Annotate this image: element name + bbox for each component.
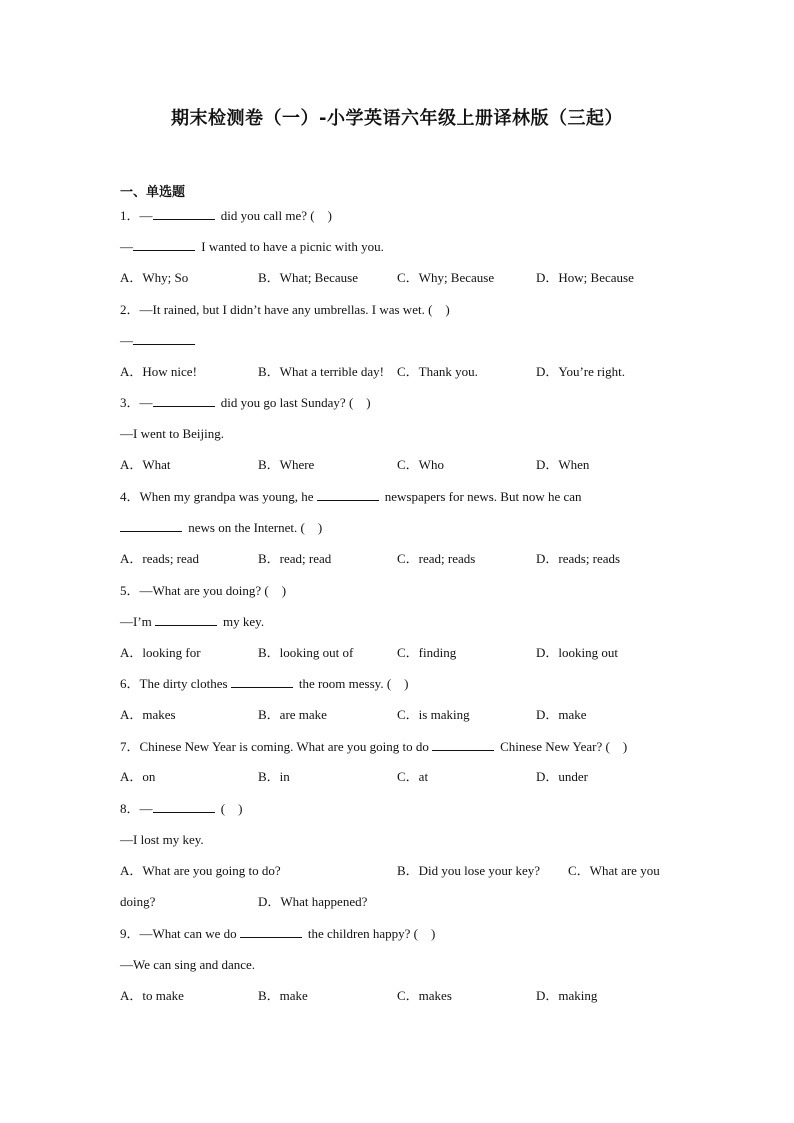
answer-blank: [120, 519, 182, 532]
option-b[interactable]: B．read; read: [258, 551, 332, 566]
question-text: 6．The dirty clothes: [120, 676, 228, 691]
question-text: my key.: [219, 614, 265, 629]
option-c-continued[interactable]: doing?: [120, 894, 156, 909]
option-a[interactable]: A．Why; So: [120, 270, 189, 285]
page-title: 期末检测卷（一）-小学英语六年级上册译林版（三起）: [171, 108, 623, 129]
option-a[interactable]: A．How nice!: [120, 364, 197, 379]
question-3-line2: —I went to Beijing.: [120, 426, 224, 441]
question-number: 1．: [120, 208, 140, 223]
option-c[interactable]: C．Who: [397, 457, 444, 472]
option-b[interactable]: B．looking out of: [258, 645, 354, 660]
answer-blank: [432, 738, 494, 751]
option-d[interactable]: D．You’re right.: [536, 364, 625, 379]
option-a[interactable]: A．makes: [120, 707, 176, 722]
option-b[interactable]: B．are make: [258, 707, 327, 722]
question-5: 5．—What are you doing? ( ): [120, 583, 287, 598]
option-c[interactable]: C．finding: [397, 645, 457, 660]
option-d[interactable]: D．What happened?: [258, 894, 368, 909]
option-c[interactable]: C．at: [397, 769, 429, 784]
answer-blank: [153, 394, 215, 407]
dash: —: [120, 333, 133, 348]
question-text: the room messy. ( ): [295, 676, 409, 691]
question-3: [120, 394, 371, 412]
option-c[interactable]: C．makes: [397, 988, 452, 1003]
option-c[interactable]: C．read; reads: [397, 551, 476, 566]
answer-blank: [153, 800, 215, 813]
question-4-line2: [120, 519, 322, 537]
option-d[interactable]: D．making: [536, 988, 598, 1003]
question-8-line2: —I lost my key.: [120, 832, 204, 847]
option-b[interactable]: B．Did you lose your key?: [397, 863, 540, 878]
option-b[interactable]: B．What; Because: [258, 270, 358, 285]
question-text: —I’m: [120, 614, 152, 629]
option-d[interactable]: D．When: [536, 457, 590, 472]
answer-blank: [231, 675, 293, 688]
option-a[interactable]: A．to make: [120, 988, 184, 1003]
option-c[interactable]: C．What are you: [568, 863, 660, 878]
question-1-line2: [120, 238, 384, 256]
answer-blank: [153, 207, 215, 220]
question-text: 9．—What can we do: [120, 926, 237, 941]
question-text: newspapers for news. But now he can: [381, 489, 582, 504]
question-5-line2: [120, 613, 264, 631]
question-4: [120, 488, 582, 506]
dash: —: [139, 395, 153, 410]
answer-blank: [133, 238, 195, 251]
dash: —: [139, 208, 153, 223]
question-9-line2: —We can sing and dance.: [120, 957, 256, 972]
dash: —: [120, 239, 133, 254]
question-text: I wanted to have a picnic with you.: [198, 239, 384, 254]
option-d[interactable]: D．looking out: [536, 645, 618, 660]
question-number: 3．: [120, 395, 140, 410]
question-text: news on the Internet. ( ): [185, 520, 323, 535]
option-a[interactable]: A．on: [120, 769, 156, 784]
question-text: 7．Chinese New Year is coming. What are you going to do: [120, 739, 429, 754]
question-2-line2: [120, 332, 198, 350]
option-d[interactable]: D．How; Because: [536, 270, 634, 285]
option-a[interactable]: A．What: [120, 457, 171, 472]
answer-blank: [133, 332, 195, 345]
question-text: 4．When my grandpa was young, he: [120, 489, 314, 504]
question-2: 2．—It rained, but I didn’t have any umbrellas. I was wet. ( ): [120, 302, 450, 317]
option-d[interactable]: D．under: [536, 769, 588, 784]
dash: —: [139, 801, 153, 816]
question-text: the children happy? ( ): [304, 926, 436, 941]
question-number: 8．: [120, 801, 140, 816]
option-b[interactable]: B．What a terrible day!: [258, 364, 384, 379]
question-text: did you call me? ( ): [217, 208, 332, 223]
option-a[interactable]: A．What are you going to do?: [120, 863, 281, 878]
option-b[interactable]: B．make: [258, 988, 308, 1003]
question-1: [120, 207, 332, 225]
answer-blank: [240, 925, 302, 938]
answer-blank: [155, 613, 217, 626]
question-9: [120, 925, 435, 943]
option-a[interactable]: A．looking for: [120, 645, 201, 660]
option-c[interactable]: C．Thank you.: [397, 364, 478, 379]
option-d[interactable]: D．reads; reads: [536, 551, 621, 566]
answer-blank: [317, 488, 379, 501]
option-d[interactable]: D．make: [536, 707, 587, 722]
question-text: ( ): [217, 801, 243, 816]
option-b[interactable]: B．in: [258, 769, 290, 784]
question-7: [120, 738, 627, 756]
question-8: [120, 800, 242, 818]
question-text: did you go last Sunday? ( ): [217, 395, 371, 410]
option-c[interactable]: C．Why; Because: [397, 270, 495, 285]
question-text: Chinese New Year? ( ): [496, 739, 628, 754]
section-heading: 一、单选题: [120, 185, 186, 200]
question-6: [120, 675, 408, 693]
option-a[interactable]: A．reads; read: [120, 551, 200, 566]
option-c[interactable]: C．is making: [397, 707, 470, 722]
option-b[interactable]: B．Where: [258, 457, 315, 472]
